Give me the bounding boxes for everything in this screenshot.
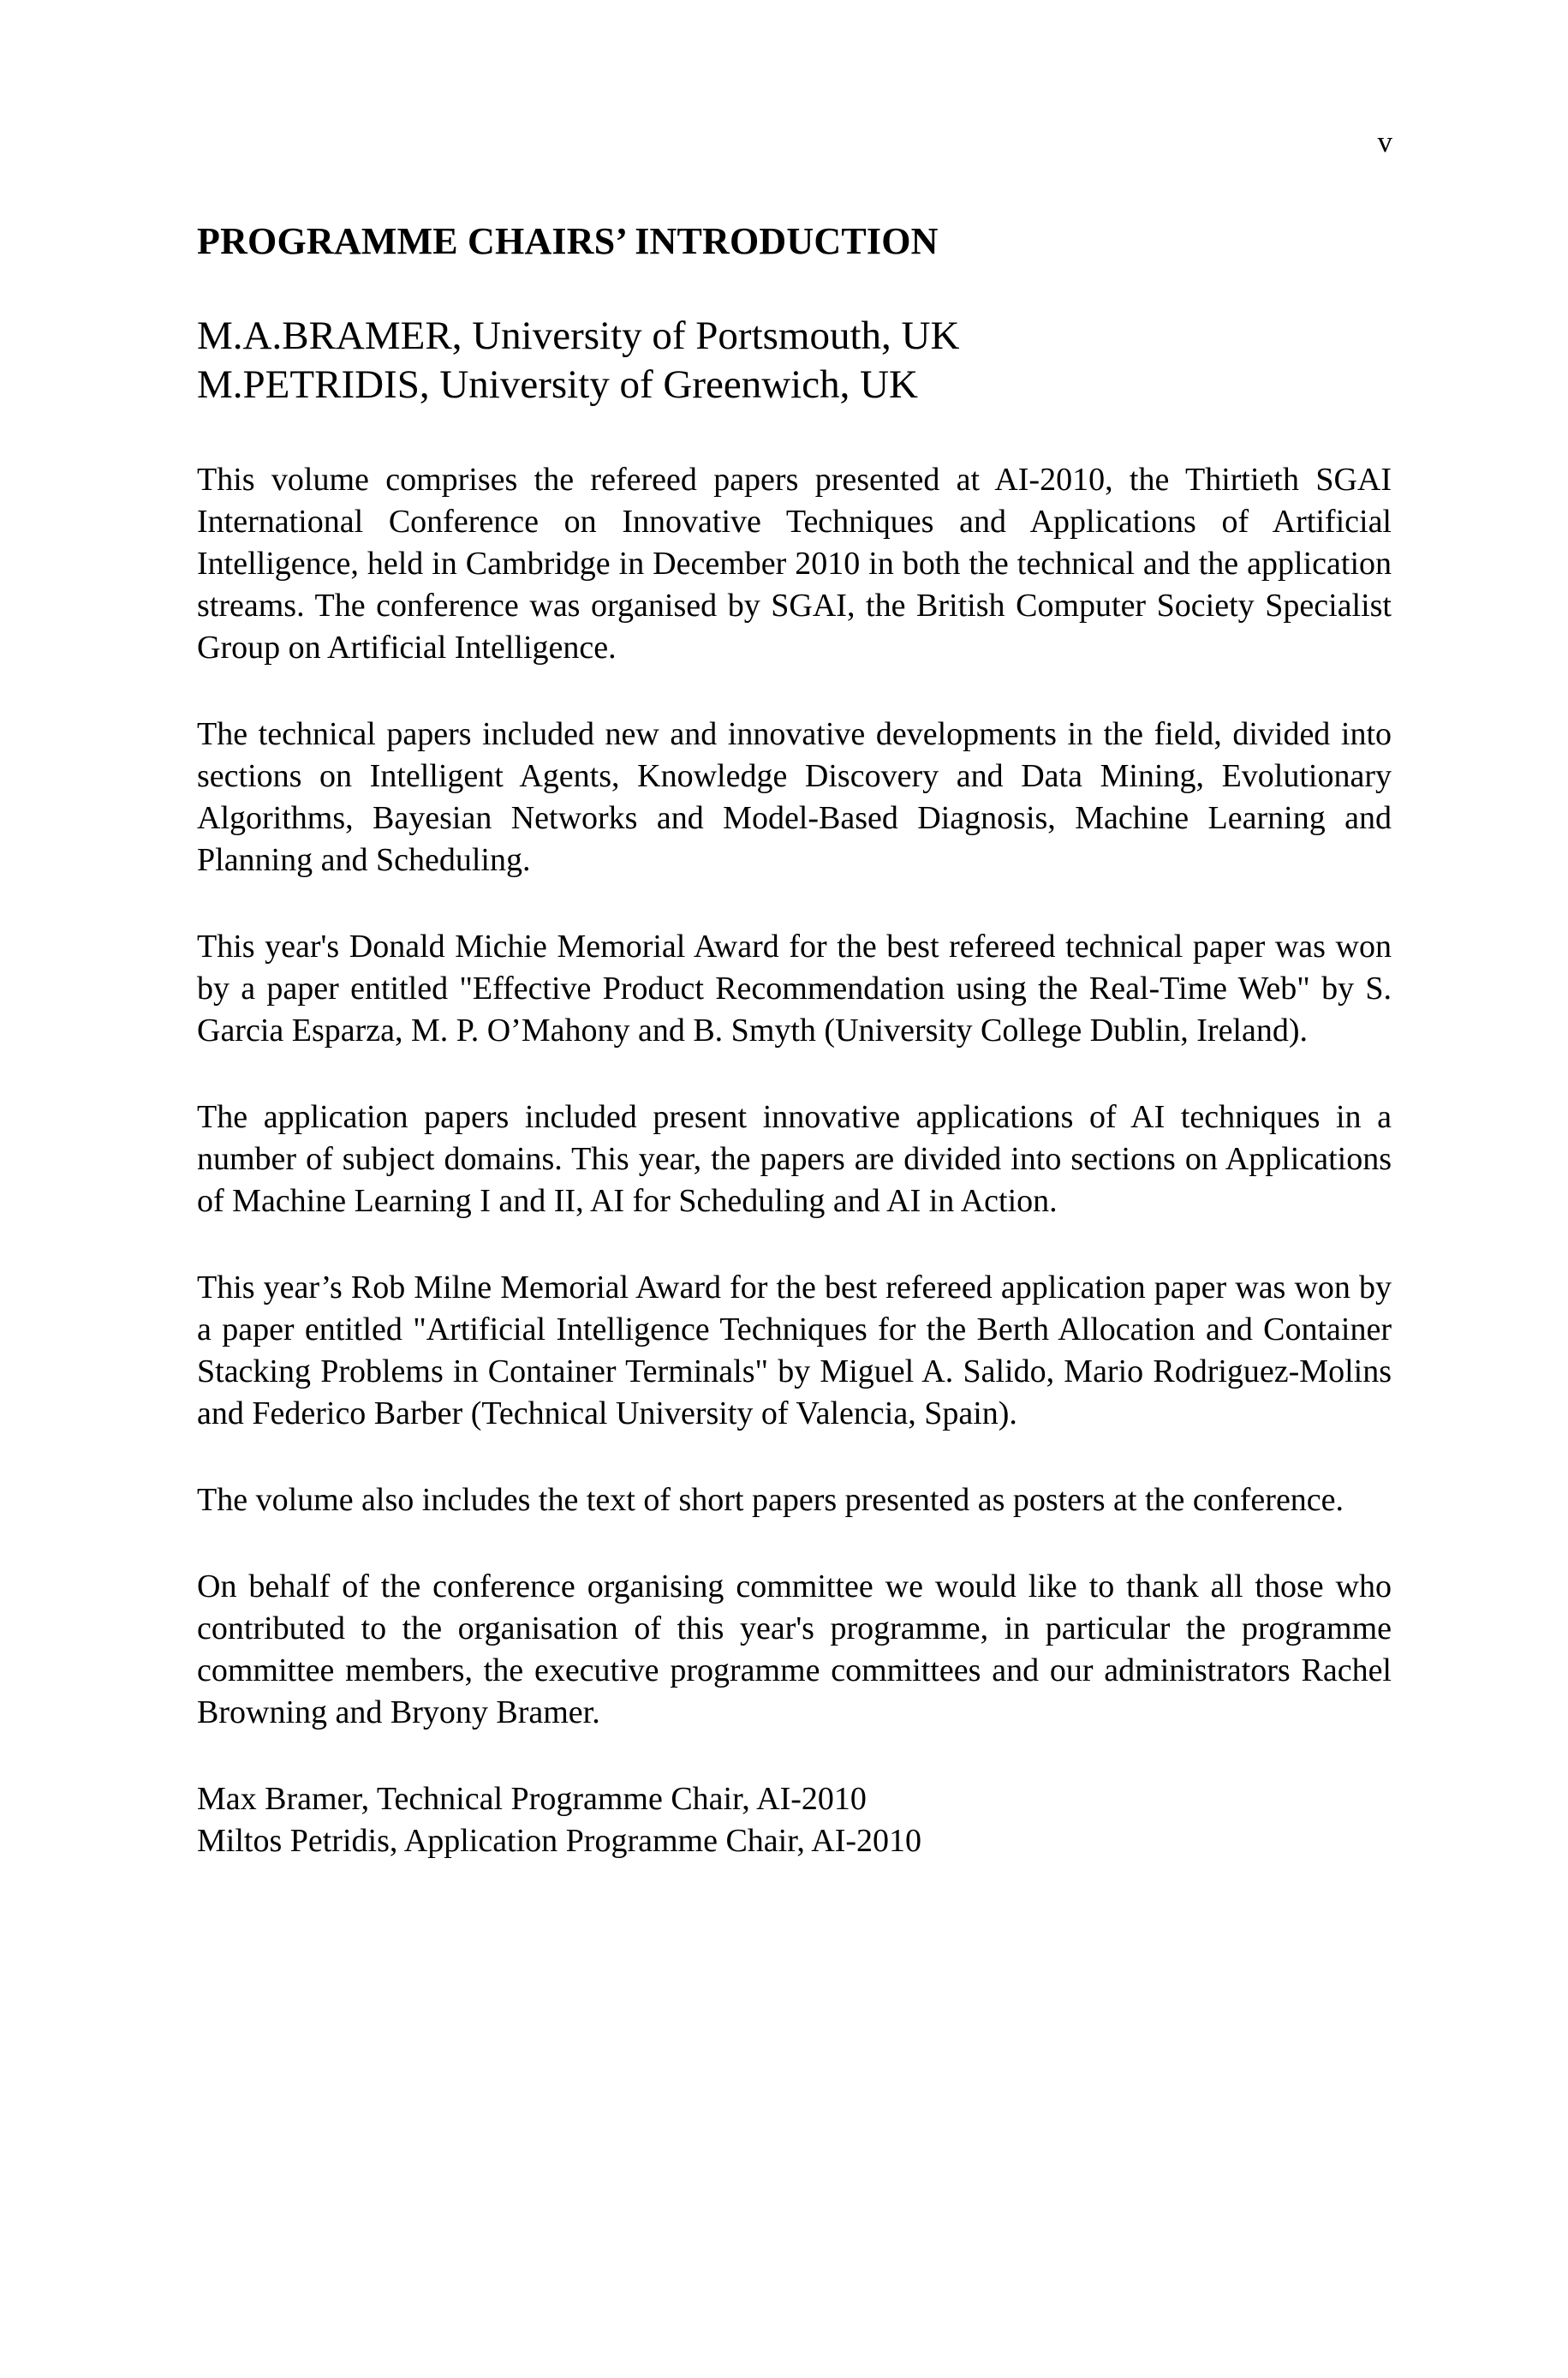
page-title: PROGRAMME CHAIRS’ INTRODUCTION [197,220,939,262]
paragraph-acknowledgements: On behalf of the conference organising committee we would like to thank all those who contributed to the organisation of this year's programme, in particular the programme committee members, the executive programme committees and our administrators Rachel Browning and Bryony Bramer. [197,1568,1392,1731]
signature-application-chair: Miltos Petridis, Application Programme Chair, AI-2010 [197,1823,922,1860]
page-number: v [1377,125,1392,158]
paragraph-michie-award: This year's Donald Michie Memorial Award for the best refereed technical paper was won by a paper entitled "Effective Product Recommendation using the Real-Time Web" by S. Garcia Esparza, M. P. O’Mahony and B. Smyth (University College Dublin, Ireland). [197,929,1392,1049]
paragraph-posters: The volume also includes the text of short papers presented as posters at the conference. [197,1482,1344,1519]
author-list [197,312,1392,409]
author-line-petridis: M.PETRIDIS, University of Greenwich, UK [197,362,918,408]
author-line-bramer: M.A.BRAMER, University of Portsmouth, UK [197,314,960,359]
paragraph-milne-award: This year’s Rob Milne Memorial Award for the best refereed application paper was won by a paper entitled "Artificial Intelligence Techniques for the Berth Allocation and Container Stacking Problems in Container Terminals" by Miguel A. Salido, Mario Rodriguez-Molins and Federico Barber (Technical University of Valencia, Spain). [197,1270,1392,1432]
paragraph-volume-overview: This volume comprises the refereed papers presented at AI-2010, the Thirtieth SGAI International Conference on Innovative Techniques and Applications of Artificial Intelligence, held in Cambridge in December 2010 in both the technical and the application streams. The conference was organised by SGAI, the British Computer Society Specialist Group on Artificial Intelligence. [197,462,1392,666]
paragraph-technical-papers: The technical papers included new and innovative developments in the field, divided into sections on Intelligent Agents, Knowledge Discovery and Data Mining, Evolutionary Algorithms, Bayesian Networks and Model-Based Diagnosis, Machine Learning and Planning and Scheduling. [197,716,1392,879]
signature-technical-chair: Max Bramer, Technical Programme Chair, AI-2010 [197,1781,867,1818]
page-content [197,221,1392,1862]
paragraph-application-papers: The application papers included present innovative applications of AI techniques in a number of subject domains. This year, the papers are divided into sections on Applications of Machine Learning I and II, AI for Scheduling and AI in Action. [197,1099,1392,1220]
signature-block [197,1778,1392,1862]
